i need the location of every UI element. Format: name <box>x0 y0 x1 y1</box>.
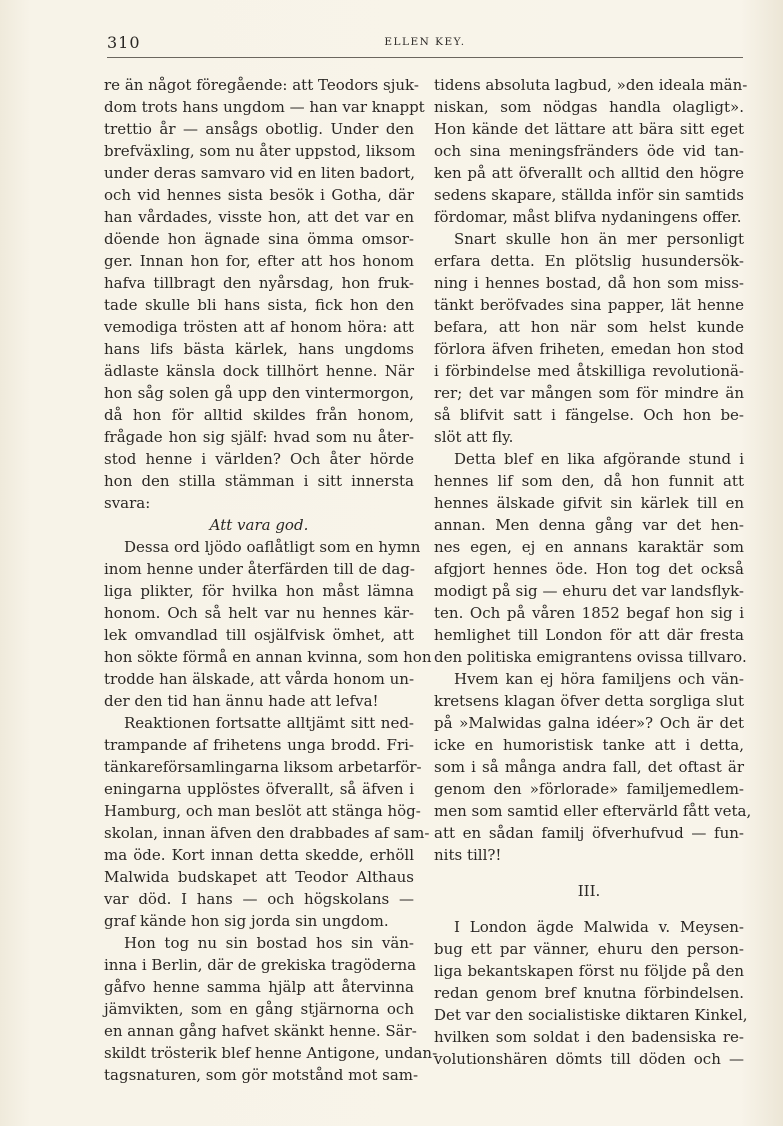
text-line: i förbindelse med åtskilliga revolutionä- <box>434 362 744 380</box>
text-line: Hon kände det lättare att bära sitt eget <box>434 120 744 138</box>
text-line: trettio år — ansågs obotlig. Under den <box>104 120 414 138</box>
text-line: icke en humoristisk tanke att i detta, <box>434 736 744 754</box>
text-line: brefväxling, som nu åter uppstod, liksom <box>104 142 416 160</box>
text-line: då hon för alltid skildes från honom, <box>104 406 414 424</box>
text-line: ger. Innan hon for, efter att hos honom <box>104 252 414 270</box>
text-line: eningarna upplöstes öfverallt, så äfven i <box>104 780 414 798</box>
text-line: att en sådan familj öfverhufvud — fun- <box>434 824 744 842</box>
text-line: var död. I hans — och högskolans — <box>104 890 414 908</box>
text-line: hennes lif som den, då hon funnit att <box>434 472 744 490</box>
section-spacer <box>434 866 744 880</box>
text-line: kretsens klagan öfver detta sorgliga slut <box>434 692 744 710</box>
text-line: bug ett par vänner, ehuru den person- <box>434 940 744 958</box>
text-line: stod henne i världen? Och åter hörde <box>104 450 414 468</box>
page-header <box>107 33 743 53</box>
text-line: döende hon ägnade sina ömma omsor- <box>104 230 414 248</box>
text-line: hon såg solen gå upp den vintermorgon, <box>104 384 414 402</box>
text-line: honom. Och så helt var nu hennes kär- <box>104 604 414 622</box>
text-line: Hon tog nu sin bostad hos sin vän- <box>124 934 414 952</box>
text-line: en annan gång hafvet skänkt henne. Sär- <box>104 1022 417 1040</box>
text-line: som i så många andra fall, det oftast är <box>434 758 744 776</box>
text-line: trampande af frihetens unga brodd. Fri- <box>104 736 414 754</box>
text-line: modigt på sig — ehuru det var landsflyk- <box>434 582 744 600</box>
text-line: nes egen, ej en annans karaktär som <box>434 538 744 556</box>
text-line: redan genom bref knutna förbindelsen. <box>434 984 744 1002</box>
text-line: dom trots hans ungdom — han var knappt <box>104 98 425 116</box>
text-line: tänkareförsamlingarna liksom arbetarför- <box>104 758 422 776</box>
section-spacer <box>434 902 744 916</box>
text-line: under deras samvaro vid en liten badort, <box>104 164 416 182</box>
text-line: Det var den socialistiske diktaren Kinkel, <box>434 1006 748 1024</box>
right-column <box>434 74 752 1070</box>
text-line: han vårdades, visste hon, att det var en <box>104 208 414 226</box>
text-line: Detta blef en lika afgörande stund i <box>454 450 744 468</box>
header-rule <box>107 57 743 58</box>
text-line: tagsnaturen, som gör motstånd mot sam- <box>104 1066 419 1084</box>
text-line: befara, att hon när som helst kunde <box>434 318 744 336</box>
left-column <box>104 74 438 1086</box>
text-line: fördomar, måst blifva nydaningens offer. <box>434 208 742 226</box>
text-line: liga bekantskapen först nu följde på den <box>434 962 744 980</box>
text-line: vemodiga trösten att af honom höra: att <box>104 318 414 336</box>
text-line: Hvem kan ej höra familjens och vän- <box>454 670 744 688</box>
emphasized-motto: Att vara god. <box>209 516 309 534</box>
text-line: afgjort hennes öde. Hon tog det också <box>434 560 744 578</box>
text-line: rer; det var mången som för mindre än <box>434 384 744 402</box>
text-line: graf kände hon sig jorda sin ungdom. <box>104 912 389 930</box>
text-line: Dessa ord ljödo oaflåtligt som en hymn <box>124 538 421 556</box>
text-line: annan. Men denna gång var det hen- <box>434 516 744 534</box>
text-line: på »Malwidas galna idéer»? Och är det <box>434 714 744 732</box>
text-line: lek omvandlad till osjälfvisk ömhet, att <box>104 626 414 644</box>
running-title: ELLEN KEY. <box>384 36 466 48</box>
text-line: ning i hennes bostad, då hon som miss- <box>434 274 744 292</box>
text-line: tidens absoluta lagbud, »den ideala män- <box>434 76 748 94</box>
text-line: jämvikten, som en gång stjärnorna och <box>104 1000 414 1018</box>
text-line: hans lifs bästa kärlek, hans ungdoms <box>104 340 414 358</box>
text-line: trodde han älskade, att vårda honom un- <box>104 670 415 688</box>
text-line: I London ägde Malwida v. Meysen- <box>454 918 744 936</box>
text-line: men som samtid eller eftervärld fått veta, <box>434 802 752 820</box>
text-line: ken på att öfverallt och alltid den högre <box>434 164 744 182</box>
text-line: skildt trösterik blef henne Antigone, undan- <box>104 1044 438 1062</box>
text-line: så blifvit satt i fängelse. Och hon be- <box>434 406 744 424</box>
text-line: hafva tillbragt den nyårsdag, hon fruk- <box>104 274 414 292</box>
text-line: gåfvo henne samma hjälp att återvinna <box>104 978 414 996</box>
text-line: Reaktionen fortsatte alltjämt sitt ned- <box>124 714 414 732</box>
section-heading: III. <box>577 882 601 900</box>
text-line: ten. Och på våren 1852 begaf hon sig i <box>434 604 744 622</box>
text-line: den politiska emigrantens ovissa tillvaro. <box>434 648 747 666</box>
text-line: tade skulle bli hans sista, fick hon den <box>104 296 414 314</box>
text-line: inom henne under återfärden till de dag- <box>104 560 415 578</box>
text-line: niskan, som nödgas handla olagligt». <box>434 98 744 116</box>
page-number: 310 <box>107 33 141 52</box>
text-line: volutionshären dömts till döden och — <box>434 1050 744 1068</box>
text-line: svara: <box>104 494 151 512</box>
text-line: nits till?! <box>434 846 502 864</box>
text-line: ädlaste känsla dock tillhört henne. När <box>104 362 414 380</box>
text-line: slöt att fly. <box>434 428 514 446</box>
text-line: hennes älskade gifvit sin kärlek till en <box>434 494 744 512</box>
text-line: hon sökte förmå en annan kvinna, som hon <box>104 648 432 666</box>
text-line: hvilken som soldat i den badensiska re- <box>434 1028 744 1046</box>
text-line: och vid hennes sista besök i Gotha, där <box>104 186 414 204</box>
text-line: Snart skulle hon än mer personligt <box>454 230 744 248</box>
text-line: hemlighet till London för att där fresta <box>434 626 744 644</box>
text-line: tänkt beröfvades sina papper, lät henne <box>434 296 744 314</box>
text-line: Hamburg, och man beslöt att stänga hög- <box>104 802 421 820</box>
text-line: genom den »förlorade» familjemedlem- <box>434 780 744 798</box>
text-line: förlora äfven friheten, emedan hon stod <box>434 340 744 358</box>
text-line: inna i Berlin, där de grekiska tragöderna <box>104 956 417 974</box>
text-line: hon den stilla stämman i sitt innersta <box>104 472 414 490</box>
text-line: sedens skapare, ställda inför sin samtids <box>434 186 744 204</box>
text-line: skolan, innan äfven den drabbades af sam- <box>104 824 430 842</box>
text-line: erfara detta. En plötslig husundersök- <box>434 252 744 270</box>
text-line: re än något föregående: att Teodors sjuk- <box>104 76 419 94</box>
text-line: ma öde. Kort innan detta skedde, erhöll <box>104 846 414 864</box>
text-line: der den tid han ännu hade att lefva! <box>104 692 379 710</box>
text-line: och sina meningsfränders öde vid tan- <box>434 142 744 160</box>
text-line: frågade hon sig själf: hvad som nu åter- <box>104 428 414 446</box>
text-line: liga plikter, för hvilka hon måst lämna <box>104 582 414 600</box>
text-line: Malwida budskapet att Teodor Althaus <box>104 868 414 886</box>
